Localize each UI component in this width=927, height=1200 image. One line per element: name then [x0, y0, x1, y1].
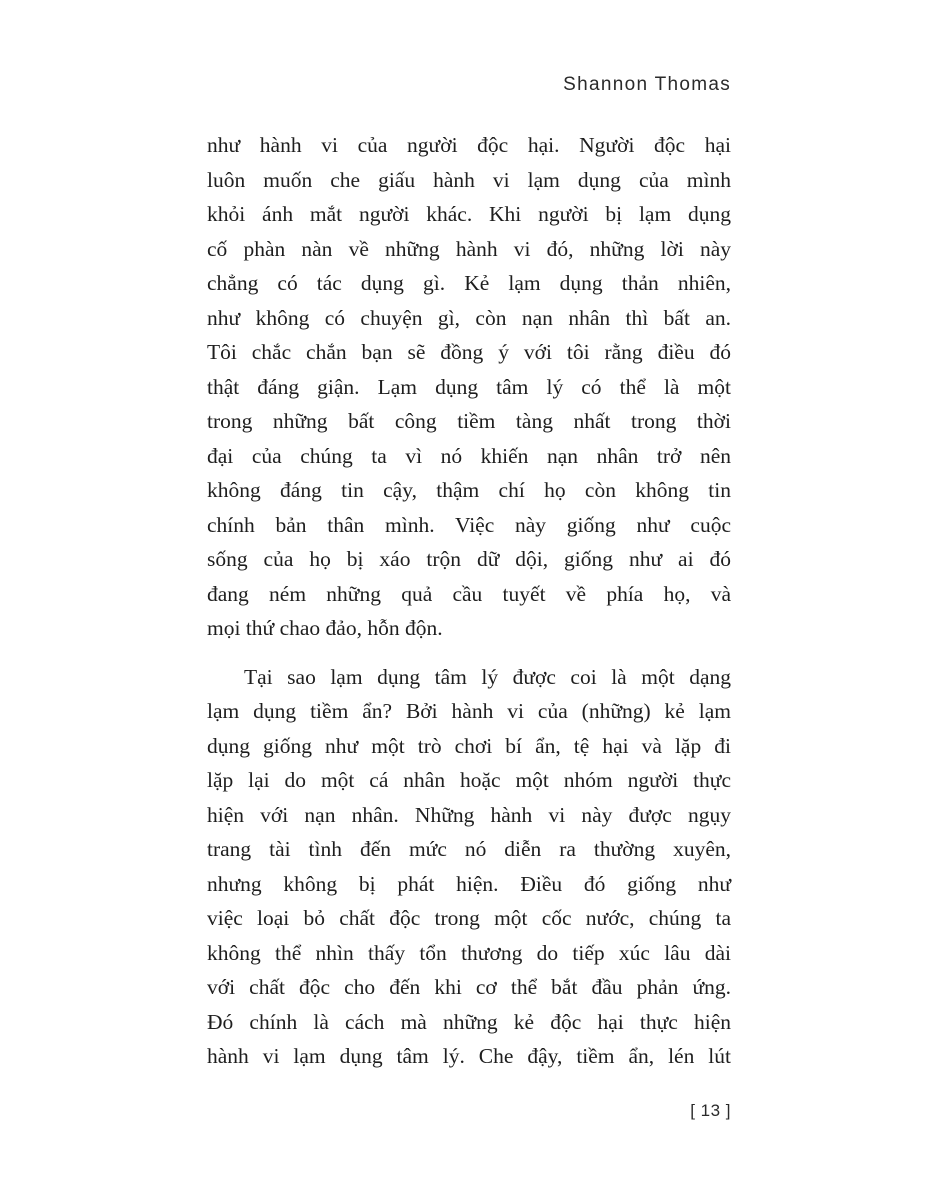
text-line: lạm dụng tiềm ẩn? Bởi hành vi của (những) kẻ lạm: [207, 699, 731, 723]
paragraph: [207, 128, 731, 646]
text-line: cố phàn nàn về những hành vi đó, những lời này: [207, 236, 731, 261]
text-line: đại của chúng ta vì nó khiến nạn nhân trở nên: [207, 443, 731, 468]
paragraph: [207, 660, 731, 1074]
text-line: hành vi lạm dụng tâm lý. Che đậy, tiềm ẩn, lén lút: [207, 1044, 731, 1068]
text-line: với chất độc cho đến khi cơ thể bắt đầu phản ứng.: [207, 975, 731, 999]
text-line: như không có chuyện gì, còn nạn nhân thì bất an.: [207, 305, 731, 330]
text-line: Tôi chắc chắn bạn sẽ đồng ý với tôi rằng điều đó: [207, 340, 731, 364]
text-line: Tại sao lạm dụng tâm lý được coi là một dạng: [244, 664, 731, 689]
text-line: không đáng tin cậy, thậm chí họ còn không tin: [207, 478, 731, 502]
text-line: chính bản thân mình. Việc này giống như cuộc: [207, 512, 731, 537]
text-line: dụng giống như một trò chơi bí ẩn, tệ hại và lặp đi: [207, 733, 731, 758]
text-line: nhưng không bị phát hiện. Điều đó giống như: [207, 871, 731, 896]
text-line: trang tài tình đến mức nó diễn ra thường xuyên,: [207, 837, 731, 861]
text-line: trong những bất công tiềm tàng nhất trong thời: [207, 409, 731, 433]
text-line: việc loại bỏ chất độc trong một cốc nước, chúng ta: [207, 906, 731, 930]
page-body-text: [207, 128, 731, 1074]
text-line: như hành vi của người độc hại. Người độc hại: [207, 133, 731, 157]
text-line: Đó chính là cách mà những kẻ độc hại thực hiện: [207, 1009, 731, 1034]
text-line: lặp lại do một cá nhân hoặc một nhóm người thực: [207, 768, 731, 792]
text-line: mọi thứ chao đảo, hỗn độn.: [207, 616, 443, 640]
text-line: đang ném những quả cầu tuyết về phía họ, và: [207, 581, 731, 606]
text-line: không thể nhìn thấy tổn thương do tiếp xúc lâu dài: [207, 940, 731, 965]
text-line: khỏi ánh mắt người khác. Khi người bị lạm dụng: [207, 202, 731, 226]
text-line: hiện với nạn nhân. Những hành vi này được ngụy: [207, 802, 731, 827]
text-line: luôn muốn che giấu hành vi lạm dụng của mình: [207, 167, 731, 192]
running-header: Shannon Thomas: [563, 74, 731, 95]
text-line: thật đáng giận. Lạm dụng tâm lý có thể là một: [207, 374, 731, 399]
text-line: sống của họ bị xáo trộn dữ dội, giống như ai đó: [207, 547, 731, 571]
text-line: chẳng có tác dụng gì. Kẻ lạm dụng thản nhiên,: [207, 271, 731, 295]
page-number: [ 13 ]: [690, 1101, 731, 1120]
